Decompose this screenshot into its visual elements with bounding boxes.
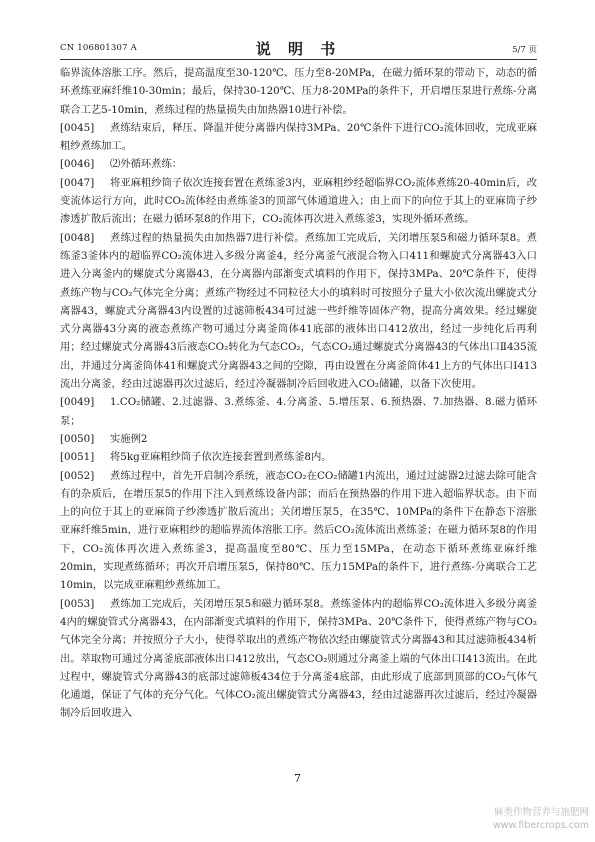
paragraph-text: 1.CO₂储罐、2.过滤器、3.煮练釜、4.分离釜、5.增压泵、6.预热器、7.加热器、8.磁力循环泵； [60,396,537,427]
paragraph-number: [0050] [60,432,95,445]
watermark [457,806,589,832]
paragraph-number: [0049] [60,396,95,409]
header-divider [60,59,537,60]
paragraph [60,448,537,466]
paragraph-number: [0045] [60,121,95,134]
paragraph [60,467,537,595]
paragraph-number: [0048] [60,231,95,244]
paragraph [60,174,537,229]
page-header [60,38,537,58]
paragraph [60,229,537,394]
paragraph [60,155,537,173]
paragraph-text: 将5kg亚麻粗纱筒子依次连接套置到煮练釜8内。 [110,451,332,464]
paragraph [60,119,537,156]
paragraph-number: [0053] [60,597,95,610]
page-info: 5/7 页 [512,45,537,55]
watermark-url: www.fibercrops.com [492,820,589,831]
paragraph-text: 煮练过程的热量损失由加热器7进行补偿。煮练加工完成后，关闭增压泵5和磁力循环泵8。煮练釜3釜体内的超临界CO₂流体进入多级分离釜4，经分离釜气液混合物入口411和螺旋式分离器43入口进入分离釜内的螺旋式分离器43，在分离器内部渐变式填料的作用下，保持3MPa、20℃条件下，使得煮练产物与CO₂气体完全分离；煮练产物经过不同粒径大小的填料时可按照分子量大小依次流出螺旋式分离器43，螺旋式分离器43内设置的过滤筛板434可过滤一些纤维等固体产物，提高分离效果。经过螺旋式分离器43分离的液态煮练产物可通过分离釜筒体41底部的液体出口412放出，经过一步纯化后再利用；经过螺旋式分离器43后液态CO₂转化为气态CO₂，气态CO₂通过螺旋式分离器43的气体出口Ⅱ435流出，并通过分离釜筒体41和螺旋式分离器43之间的空隙，再由设置在分离釜筒体41上方的气体出口Ⅰ413流出分离釜，经由过滤器再次过滤后，经过冷凝器制冷后回收进入CO₂储罐，以备下次使用。 [60,231,537,391]
page-number: 7 [294,772,301,785]
document-title: 说 明 书 [255,40,342,58]
paragraph-number: [0046] [60,158,95,171]
paragraph-text: ⑵外循环煮练： [110,158,183,171]
paragraph [60,430,537,448]
paragraph [60,595,537,723]
paragraph-text: 实施例2 [110,432,148,445]
paragraph-text: 临界流体溶胀工序。然后，提高温度至30-120℃、压力至8-20MPa，在磁力循环泵的带动下，动态的循环煮练亚麻纤维10-30min；最后，保持30-120℃、压力8-20MPa的条件下，开启增压泵进行煮练-分离联合工艺5-10min，煮练过程的热量损失由加热器10进行补偿。 [60,67,537,116]
document-body [60,64,537,723]
paragraph-text: 煮练结束后，释压、降温并使分离器内保持3MPa、20℃条件下进行CO₂流体回收，完成亚麻粗纱煮练加工。 [60,121,537,153]
paragraph [60,393,537,430]
publication-number: CN 106801307 A [60,43,137,53]
paragraph-text: 煮练加工完成后，关闭增压泵5和磁力循环泵8。煮练釜体内的超临界CO₂流体进入多级分离釜4内的螺旋管式分离器43，在内部渐变式填料的作用下，保持3MPa、20℃条件下，使得煮练产物与CO₂气体完全分离；并按照分子大小，使得萃取出的煮练产物依次经由螺旋管式分离器43和其过滤筛板434析出。萃取物可通过分离釜底部液体出口412放出，气态CO₂则通过分离釜上端的气体出口I413流出。在此过程中，螺旋管式分离器43的底部过滤筛板434位于分离釜4底部，由此形成了底部到顶部的CO₂气体气化通道，保证了气体的充分气化。气体CO₂流出螺旋管式分离器43，经由过滤器再次过滤后，经过冷凝器制冷后回收进入 [60,597,537,720]
paragraph [60,64,537,119]
paragraph-number: [0051] [60,451,95,464]
watermark-title: 麻类作物营养与施肥网 [493,807,589,818]
paragraph-text: 将亚麻粗纱筒子依次连接套置在煮练釜3内，亚麻粗纱经超临界CO₂流体煮练20-40min后，改变流体运行方向，此时CO₂流体经由煮练釜3的顶部气体通道进入；由上而下的向位于其上的亚麻筒子纱渗透扩散后流出；在磁力循环泵8的作用下，CO₂流体再次进入煮练釜3，实现外循环煮练。 [60,176,537,226]
paragraph-number: [0052] [60,469,95,482]
paragraph-text: 煮练过程中，首先开启制冷系统，液态CO₂在CO₂储罐1内流出，通过过滤器2过滤去除可能含有的杂质后，在增压泵5的作用下注入到煮练设备内部；而后在预热器的作用下进入超临界状态。由下而上的向位于其上的亚麻筒子纱渗透扩散后流出；关闭增压泵5，在35℃、10MPa的条件下在静态下溶胀亚麻纤维5min，进行亚麻粗纱的超临界流体溶胀工序。然后CO₂流体流出煮练釜；在磁力循环泵8的作用下，CO₂流体再次进入煮练釜3，提高温度至80℃、压力至15MPa，在动态下循环煮练亚麻纤维20min，实现煮练循环；再次开启增压泵5，保持80℃、压力15MPa的条件下，进行煮练-分离联合工艺10min，以完成亚麻粗纱煮练加工。 [60,469,537,592]
paragraph-number: [0047] [60,176,95,189]
